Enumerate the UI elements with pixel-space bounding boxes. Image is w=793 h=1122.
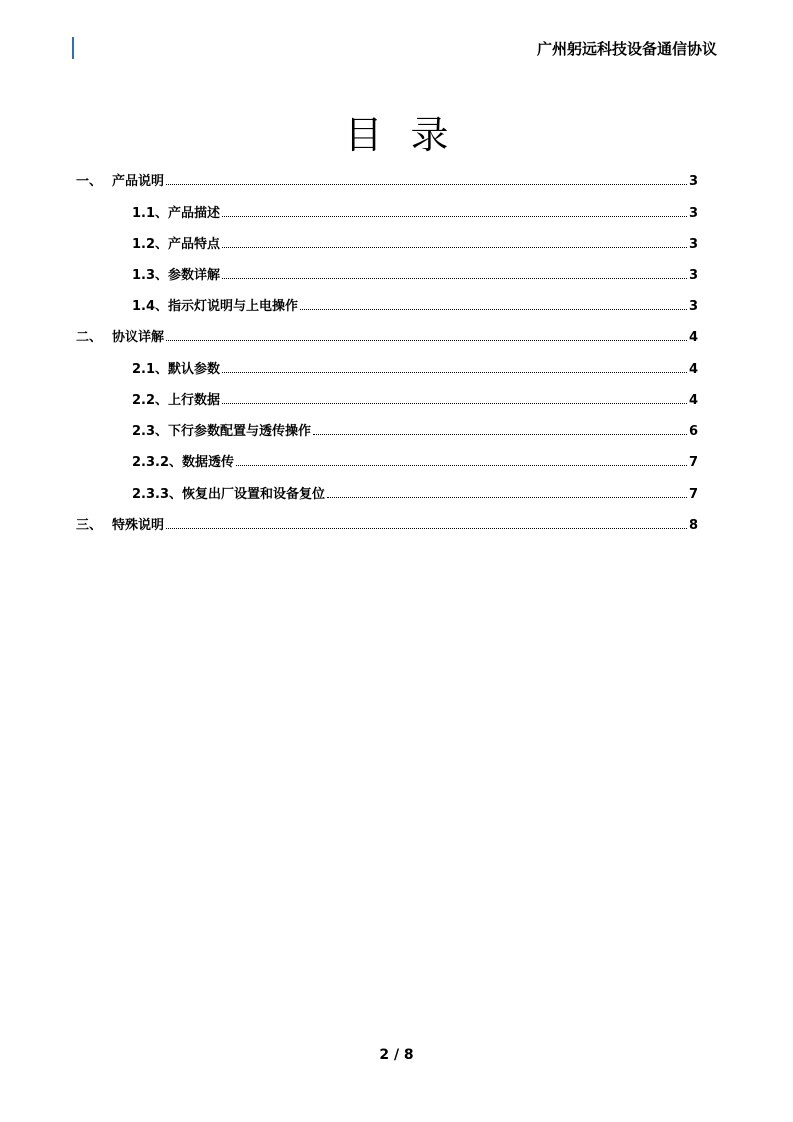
toc-leader (222, 277, 687, 279)
toc-entry-number: 二、 (76, 330, 103, 345)
page-indicator: 2 / 8 (379, 1047, 414, 1063)
toc-entry-title: 特殊说明 (112, 518, 165, 533)
toc-leader (222, 215, 687, 217)
toc-entry-page: 3 (688, 268, 698, 283)
toc-entry-title: 默认参数 (168, 362, 221, 377)
toc-entry-1[interactable] (76, 158, 698, 189)
toc-entry-page: 8 (688, 518, 698, 533)
toc-entry-3[interactable] (76, 502, 698, 533)
toc-entry-page: 4 (688, 393, 698, 408)
toc-entry-number: 1.1、 (132, 206, 169, 221)
toc-entry-number: 2.3.2、 (132, 455, 183, 470)
toc-entry-page: 3 (688, 299, 698, 314)
toc-leader (327, 496, 687, 498)
toc-entry-number: 1.2、 (132, 237, 169, 252)
toc-entry-title: 协议详解 (112, 330, 165, 345)
toc-entry-number: 一、 (76, 174, 103, 189)
toc-leader (236, 464, 687, 466)
toc-entry-page: 6 (688, 424, 698, 439)
toc-leader (166, 339, 687, 341)
toc-leader (300, 308, 687, 310)
toc-entry-number: 2.1、 (132, 362, 169, 377)
toc-entry-title: 产品说明 (112, 174, 165, 189)
toc-leader (166, 183, 687, 185)
toc-entry-page: 4 (688, 330, 698, 345)
toc-entry-page: 3 (688, 237, 698, 252)
toc-entry-1-1[interactable] (132, 190, 698, 221)
toc-leader (166, 527, 687, 529)
toc-entry-number: 2.2、 (132, 393, 169, 408)
toc-entry-1-4[interactable] (132, 283, 698, 314)
toc-leader (222, 246, 687, 248)
toc-entry-number: 2.3.3、 (132, 487, 183, 502)
toc-entry-page: 3 (688, 206, 698, 221)
header-title: 广州躬远科技设备通信协议 (536, 40, 717, 58)
toc-entry-2-2[interactable] (132, 377, 698, 408)
toc-entry-title: 数据透传 (182, 455, 235, 470)
toc-entry-2-1[interactable] (132, 346, 698, 377)
toc-entry-number: 2.3、 (132, 424, 169, 439)
toc-entry-2-3[interactable] (132, 408, 698, 439)
toc-entry-number: 1.4、 (132, 299, 169, 314)
toc-entry-title: 参数详解 (168, 268, 221, 283)
toc-entry-title: 恢复出厂设置和设备复位 (182, 487, 326, 502)
toc-entry-2-3-3[interactable] (132, 471, 698, 502)
toc-heading: 目录 (344, 113, 477, 157)
toc-entry-number: 三、 (76, 518, 103, 533)
toc-leader (313, 433, 687, 435)
toc-entry-title: 上行数据 (168, 393, 221, 408)
toc-entry-number: 1.3、 (132, 268, 169, 283)
toc-entry-2[interactable] (76, 314, 698, 345)
toc-entry-page: 7 (688, 487, 698, 502)
toc-entry-page: 4 (688, 362, 698, 377)
toc-entry-title: 指示灯说明与上电操作 (168, 299, 299, 314)
toc-leader (222, 371, 687, 373)
toc-entry-title: 产品描述 (168, 206, 221, 221)
toc-entry-title: 产品特点 (168, 237, 221, 252)
toc-entry-1-2[interactable] (132, 221, 698, 252)
toc-entry-2-3-2[interactable] (132, 439, 698, 470)
toc-leader (222, 402, 687, 404)
header-marker (72, 37, 74, 59)
toc-entry-page: 7 (688, 455, 698, 470)
toc-entry-title: 下行参数配置与透传操作 (168, 424, 312, 439)
toc-entry-1-3[interactable] (132, 252, 698, 283)
toc-entry-page: 3 (688, 174, 698, 189)
